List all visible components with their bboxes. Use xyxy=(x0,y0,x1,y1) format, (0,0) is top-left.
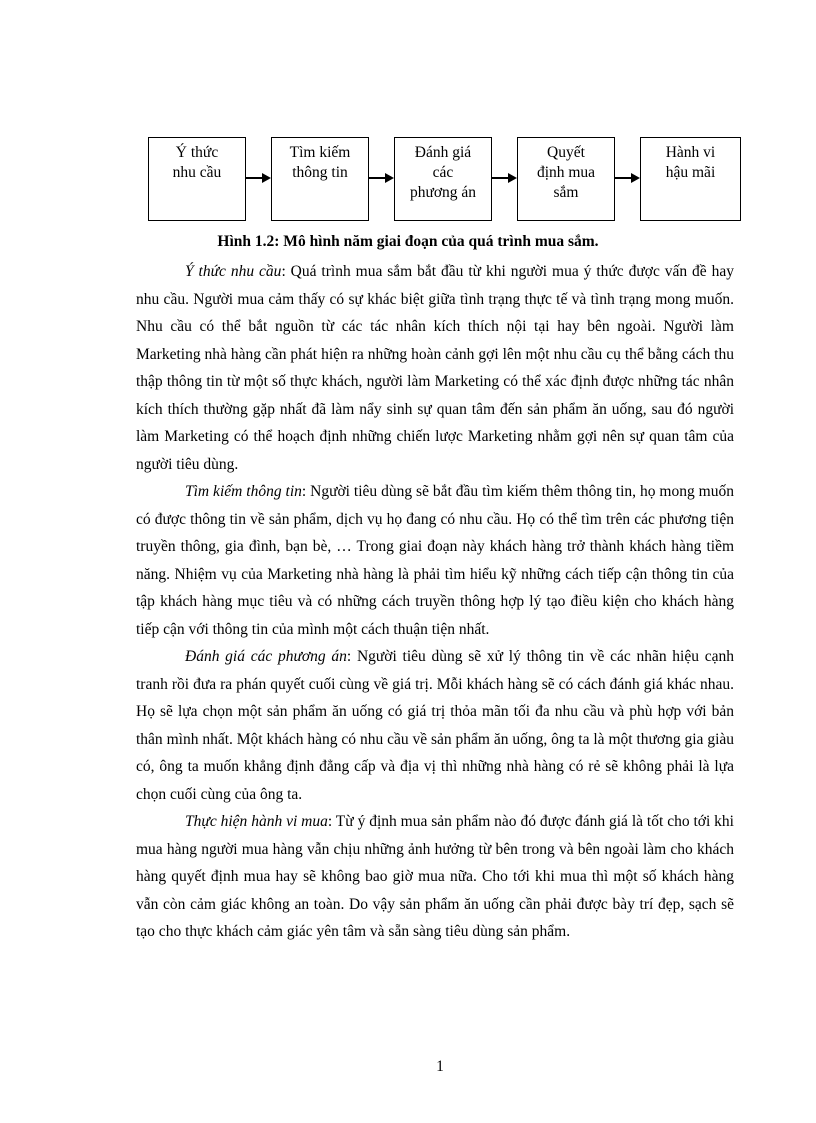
paragraph-text: : Từ ý định mua sản phẩm nào đó được đánh giá là tốt cho tới khi mua hàng người mua hàng vẫn chịu những ảnh hưởng từ bên trong và bên ngoài làm cho khách hàng quyết định mua hay sẽ không bao giờ mua nữa. Cho tới khi mua thì một số khách hàng vẫn còn cảm giác không an toàn. Do vậy sản phẩm ăn uống cần phải được bày trí đẹp, sạch sẽ tạo cho thực khách cảm giác yên tâm và sẵn sàng tiêu dùng sản phẩm. xyxy=(136,813,734,940)
stage-box-information-search xyxy=(271,137,369,221)
paragraph-need-recognition xyxy=(136,258,734,478)
figure-caption: Hình 1.2: Mô hình năm giai đoạn của quá trình mua sắm. xyxy=(217,233,599,250)
paragraph-evaluation xyxy=(136,643,734,808)
body-text xyxy=(136,258,734,946)
box-line: hậu mãi xyxy=(665,164,716,181)
paragraph-purchase-behavior xyxy=(136,808,734,946)
box-line: định mua xyxy=(536,164,596,181)
paragraph-text: : Người tiêu dùng sẽ bắt đầu tìm kiếm thêm thông tin, họ mong muốn có được thông tin về sản phẩm, dịch vụ họ đang có nhu cầu. Họ có thể tìm trên các phương tiện truyền thông, gia đình, bạn bè, … Trong giai đoạn này khách hàng trở thành khách hàng tiềm năng. Nhiệm vụ của Marketing nhà hàng là phải tìm hiểu kỹ những cách tiếp cận thông tin của tập khách hàng mục tiêu và có những cách truyền thông hợp lý tạo điều kiện cho khách hàng tiếp cận với thông tin của mình một cách thuận tiện nhất. xyxy=(136,483,734,638)
box-line: phương án xyxy=(409,184,477,201)
box-line: thông tin xyxy=(292,164,348,181)
box-line: sắm xyxy=(553,184,579,201)
paragraph-text: : Người tiêu dùng sẽ xử lý thông tin về các nhãn hiệu cạnh tranh rồi đưa ra phán quyết cuối cùng về giá trị. Mỗi khách hàng sẽ có cách đánh giá khác nhau. Họ sẽ lựa chọn một sản phẩm ăn uống có giá trị thỏa mãn tối đa nhu cầu và phù hợp với bản thân mình nhất. Một khách hàng có nhu cầu về sản phẩm ăn uống, ông ta là một thương gia giàu có, ông ta muốn khẳng định đẳng cấp và địa vị thì những nhà hàng có rẻ sẽ không phải là lựa chọn cuối cùng của ông ta. xyxy=(136,648,734,803)
box-line: các xyxy=(432,164,454,181)
arrow-right-icon xyxy=(492,173,517,183)
paragraph-text: : Quá trình mua sắm bắt đầu từ khi người mua ý thức được vấn đề hay nhu cầu. Người mua cảm thấy có sự khác biệt giữa tình trạng thực tế và tình trạng mong muốn. Nhu cầu có thể bắt nguồn từ các tác nhân kích thích nội tại hay bên ngoài. Người làm Marketing nhà hàng cần phát hiện ra những hoàn cảnh gợi lên một nhu cầu cụ thể bằng cách thu thập thông tin từ một số thực khách, người làm Marketing có thể xác định được những tác nhân kích thích thường gặp nhất đã làm nẩy sinh sự quan tâm đến sản phẩm ăn uống, sau đó người làm Marketing có thể hoạch định những chiến lược Marketing nhằm gợi nên sự quan tâm của người tiêu dùng. xyxy=(136,263,734,473)
box-line: Tìm kiếm xyxy=(289,144,351,161)
paragraph-lead: Thực hiện hành vi mua xyxy=(185,813,328,830)
page-number: 1 xyxy=(436,1058,444,1075)
box-line: Hành vi xyxy=(665,144,716,161)
box-line: nhu cầu xyxy=(172,164,222,181)
paragraph-lead: Ý thức nhu cầu xyxy=(185,263,282,280)
five-stage-diagram xyxy=(0,0,816,230)
box-line: Đánh giá xyxy=(414,144,472,161)
stage-box-post-purchase xyxy=(640,137,741,221)
arrow-right-icon xyxy=(369,173,394,183)
paragraph-lead: Tìm kiếm thông tin xyxy=(185,483,302,500)
box-line: Ý thức xyxy=(175,144,219,161)
arrow-right-icon xyxy=(246,173,271,183)
arrow-right-icon xyxy=(615,173,640,183)
stage-box-need-recognition xyxy=(148,137,246,221)
paragraph-information-search xyxy=(136,478,734,643)
box-line: Quyết xyxy=(547,144,585,161)
stage-box-purchase-decision xyxy=(517,137,615,221)
paragraph-lead: Đánh giá các phương án xyxy=(185,648,347,665)
stage-box-evaluation xyxy=(394,137,492,221)
